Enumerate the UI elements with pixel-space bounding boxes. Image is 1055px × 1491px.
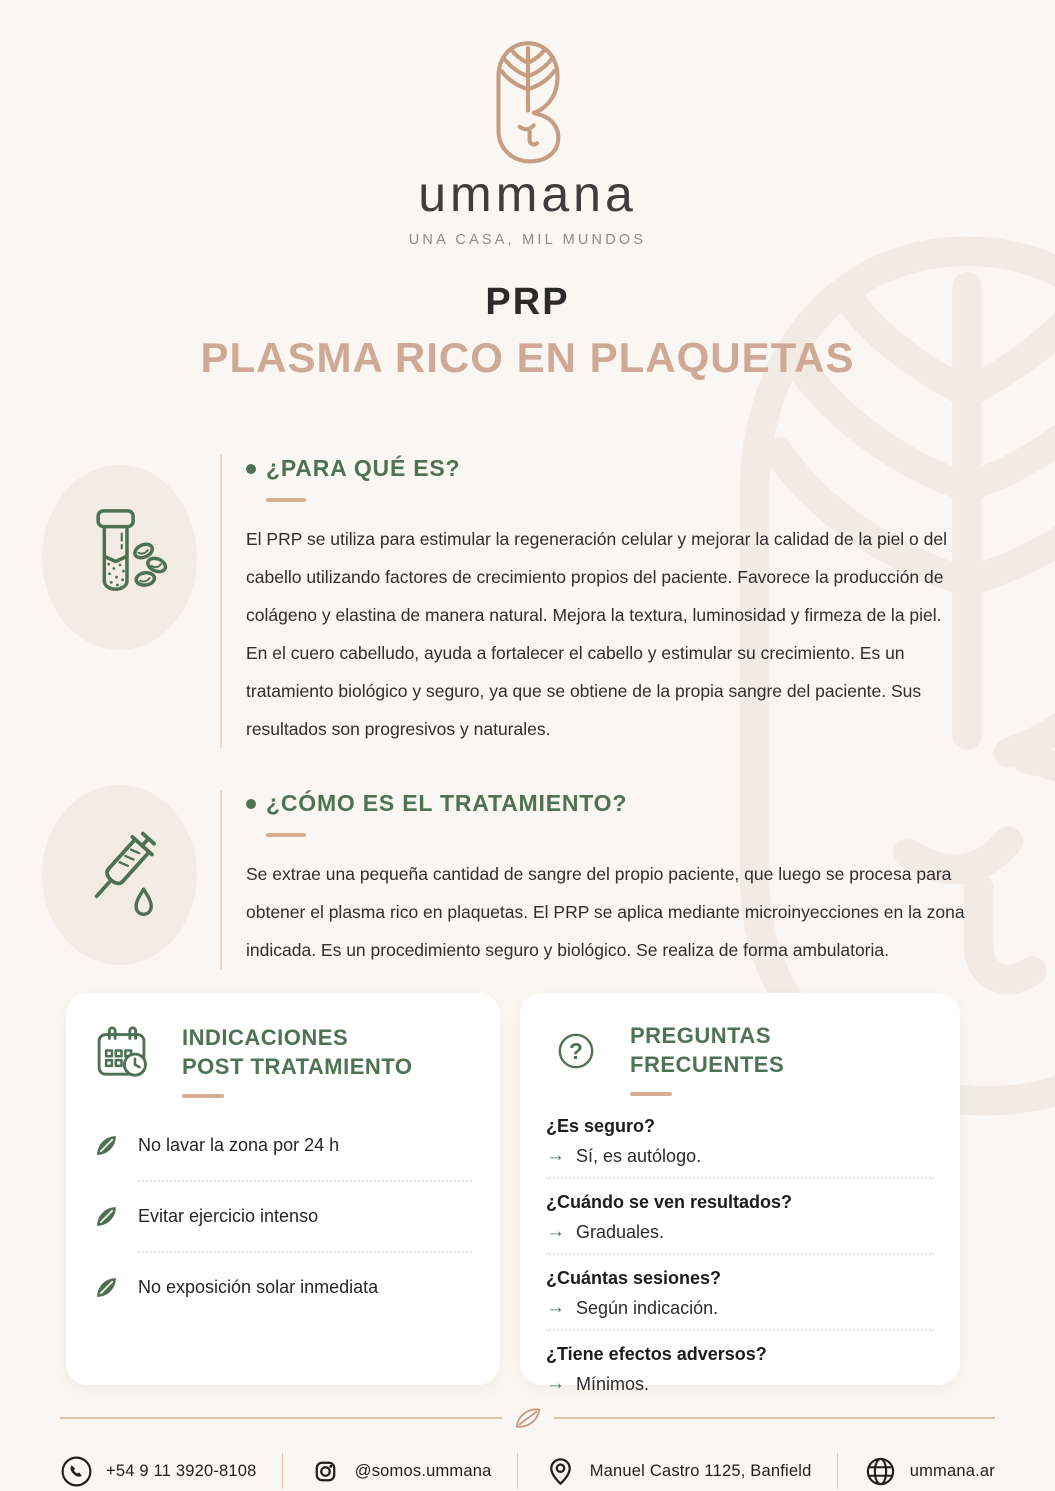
indications-card-titles	[182, 1023, 412, 1098]
phone-icon	[60, 1455, 93, 1488]
test-tube-icon-circle	[42, 465, 197, 650]
arrow-right-icon: →	[546, 1373, 565, 1394]
section-body-text: Se extrae una pequeña cantidad de sangre del propio paciente, que luego se procesa para obtener el plasma rico en plaquetas. El PRP se aplica mediante microinyecciones en la zona indicada. Es un procedimiento seguro y biológico. Se realiza de forma ambulatoria.	[246, 864, 965, 960]
leaf-bullet-icon	[94, 1204, 119, 1229]
footer-address-text: Manuel Castro 1125, Banfield	[589, 1461, 812, 1480]
card-underline	[630, 1092, 672, 1096]
list-item-text: No exposición solar inmediata	[138, 1277, 379, 1297]
list-item-text: No lavar la zona por 24 h	[138, 1135, 340, 1155]
indications-card	[66, 993, 500, 1385]
bullet-dot-icon	[246, 464, 256, 474]
footer-phone-text: +54 9 11 3920-8108	[106, 1461, 257, 1480]
instagram-icon	[309, 1455, 342, 1488]
footer-instagram[interactable]	[309, 1455, 492, 1488]
footer-instagram-text: @somos.ummana	[354, 1461, 492, 1480]
leaf-bullet-icon	[94, 1133, 119, 1158]
question-mark-icon	[546, 1021, 606, 1081]
list-item	[94, 1195, 472, 1238]
divider-line	[554, 1417, 996, 1419]
footer-separator	[837, 1453, 839, 1489]
section-heading	[246, 455, 965, 482]
faq-answer-text: Graduales.	[576, 1221, 665, 1242]
indications-list	[94, 1124, 472, 1309]
section-para-que-es	[0, 455, 1055, 748]
heading-underline	[266, 833, 306, 837]
faq-answer-text: Según indicación.	[576, 1297, 719, 1318]
arrow-right-icon: →	[546, 1145, 565, 1166]
leaf-bullet-icon	[94, 1275, 119, 1300]
indications-title-line1: INDICACIONES	[182, 1025, 349, 1050]
faq-answer	[546, 1297, 934, 1319]
heading-underline	[266, 498, 306, 502]
test-tube-icon	[72, 502, 168, 614]
dotted-divider	[546, 1177, 934, 1179]
faq-question: ¿Cuándo se ven resultados?	[546, 1192, 793, 1212]
indications-title-line2: POST TRATAMIENTO	[182, 1054, 413, 1079]
section-heading-text: ¿CÓMO ES EL TRATAMIENTO?	[266, 790, 628, 816]
section-content	[220, 455, 965, 748]
faq-item	[546, 1344, 934, 1395]
syringe-icon	[68, 823, 172, 927]
footer-address[interactable]	[544, 1455, 812, 1488]
divider-line	[60, 1417, 502, 1419]
faq-card-header	[546, 1021, 934, 1096]
faq-title-line1: PREGUNTAS	[630, 1023, 771, 1048]
footer-separator	[282, 1453, 284, 1489]
location-pin-icon	[544, 1455, 577, 1488]
faq-answer	[546, 1373, 934, 1395]
faq-item	[546, 1192, 934, 1255]
list-item	[94, 1124, 472, 1167]
footer-divider	[60, 1403, 995, 1433]
leaf-divider-icon	[513, 1403, 543, 1433]
arrow-right-icon: →	[546, 1221, 565, 1242]
faq-answer	[546, 1221, 934, 1243]
globe-icon	[864, 1455, 897, 1488]
section-heading-text: ¿PARA QUÉ ES?	[266, 455, 461, 481]
dotted-divider	[138, 1180, 472, 1182]
footer-phone[interactable]	[60, 1455, 257, 1488]
faq-title-line2: FRECUENTES	[630, 1052, 785, 1077]
faq-question: ¿Cuántas sesiones?	[546, 1268, 722, 1288]
section-heading	[246, 790, 965, 817]
faq-item	[546, 1116, 934, 1179]
list-item-text: Evitar ejercicio intenso	[138, 1206, 319, 1226]
calendar-clock-icon	[94, 1023, 158, 1087]
faq-card-titles	[630, 1021, 784, 1096]
bullet-dot-icon	[246, 799, 256, 809]
card-underline	[182, 1094, 224, 1098]
brand-tagline: UNA CASA, MIL MUNDOS	[408, 232, 647, 248]
page-title: PRP	[485, 281, 570, 323]
section-como-es-el-tratamiento	[0, 790, 1055, 969]
faq-question: ¿Tiene efectos adversos?	[546, 1344, 767, 1364]
faq-list	[546, 1116, 934, 1395]
faq-item	[546, 1268, 934, 1331]
section-body-text: El PRP se utiliza para estimular la regeneración celular y mejorar la calidad de la piel o del cabello utilizando factores de crecimiento propios del paciente. Favorece la producción de colágeno y elastina de manera natural. Mejora la textura, luminosidad y firmeza de la piel. En el cuero cabelludo, ayuda a fortalecer el cabello y estimular su crecimiento. Es un tratamiento biológico y seguro, ya que se obtiene de la propia sangre del paciente. Sus resultados son progresivos y naturales.	[246, 529, 948, 739]
footer-separator	[517, 1453, 519, 1489]
list-item	[94, 1266, 472, 1309]
brand-wordmark: ummana	[418, 166, 637, 222]
section-content	[220, 790, 965, 969]
indications-card-header	[94, 1023, 472, 1098]
syringe-icon-circle	[42, 785, 197, 965]
dotted-divider	[546, 1253, 934, 1255]
faq-answer-text: Sí, es autólogo.	[576, 1145, 702, 1166]
footer	[60, 1403, 995, 1489]
faq-answer-text: Mínimos.	[576, 1373, 650, 1394]
page-subtitle: PLASMA RICO EN PLAQUETAS	[200, 334, 855, 381]
ummana-logo-leaf-icon	[487, 40, 569, 158]
faq-card	[520, 993, 960, 1394]
faq-answer	[546, 1145, 934, 1167]
footer-website[interactable]	[864, 1455, 995, 1488]
arrow-right-icon: →	[546, 1297, 565, 1318]
faq-question: ¿Es seguro?	[546, 1116, 656, 1136]
dotted-divider	[138, 1251, 472, 1253]
dotted-divider	[546, 1329, 934, 1331]
page-title-block	[0, 281, 1055, 382]
brand-header	[0, 40, 1055, 248]
svg-text:?: ?	[569, 1037, 583, 1064]
footer-contact-row	[60, 1453, 995, 1489]
footer-website-text: ummana.ar	[909, 1461, 995, 1480]
